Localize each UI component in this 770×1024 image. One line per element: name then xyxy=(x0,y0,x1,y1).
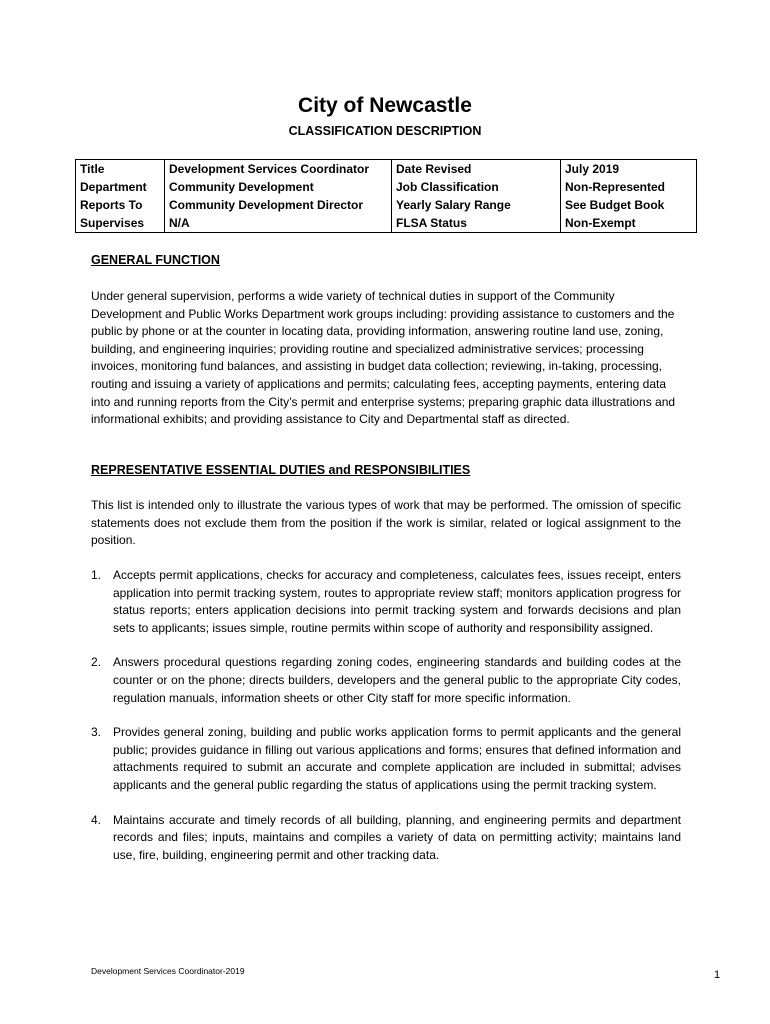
list-item-number: 2. xyxy=(91,655,102,670)
table-cell: July 2019 xyxy=(561,160,697,179)
page-footer: Development Services Coordinator-2019 xyxy=(91,966,245,976)
table-cell: Reports To xyxy=(76,196,165,214)
table-cell: Development Services Coordinator xyxy=(165,160,392,179)
duties-intro: This list is intended only to illustrate the various types of work that may be performed. The omission of specific statements does not exclude them from the position if the work is similar, related or logical assignment to the position. xyxy=(91,498,681,548)
list-item xyxy=(91,812,681,865)
table-row xyxy=(76,214,697,233)
classification-info-table xyxy=(75,159,697,233)
table-cell: FLSA Status xyxy=(392,214,561,233)
general-function-heading: GENERAL FUNCTION xyxy=(91,253,220,267)
table-cell: Community Development Director xyxy=(165,196,392,214)
list-item xyxy=(91,567,681,637)
table-cell: See Budget Book xyxy=(561,196,697,214)
table-cell: N/A xyxy=(165,214,392,233)
table-cell: Date Revised xyxy=(392,160,561,179)
duties-list xyxy=(91,567,681,881)
list-item-text: Answers procedural questions regarding zoning codes, engineering standards and building codes at the counter or on the phone; directs builders, developers and the general public to the appropriate City codes, regulation manuals, information sheets or other City staff for more specific information. xyxy=(113,655,681,705)
list-item-text: Maintains accurate and timely records of all building, planning, and engineering permits and department records and files; inputs, maintains and compiles a variety of data on permitting activity; maintains land use, fire, building, engineering permit and other tracking data. xyxy=(113,812,681,862)
table-cell: Department xyxy=(76,178,165,196)
table-row xyxy=(76,160,697,179)
table-cell: Job Classification xyxy=(392,178,561,196)
table-cell: Supervises xyxy=(76,214,165,233)
list-item-number: 1. xyxy=(91,568,102,582)
list-item-number: 4. xyxy=(91,812,102,827)
table-cell: Non-Exempt xyxy=(561,214,697,233)
general-function-text: Under general supervision, performs a wide variety of technical duties in support of the Community Development and Public Works Department work groups including: providing assistance to customers and the public by phone or at the counter in locating data, providing information, answering routine land use, zoning, building, and engineering inquiries; providing routine and specialized administrative services; processing invoices, monitoring fund balances, and assisting in budget data collection; reviewing, in-taking, processing, routing and issuing a variety of applications and permits; calculating fees, accepting payments, entering data into and running reports from the City’s permit and enterprise systems; preparing graphic data illustrations and informational exhibits; and providing assistance to City and Departmental staff as directed. xyxy=(91,289,676,427)
table-cell: Non-Represented xyxy=(561,178,697,196)
table-cell: Yearly Salary Range xyxy=(392,196,561,214)
duties-heading: REPRESENTATIVE ESSENTIAL DUTIES and RESPONSIBILITIES xyxy=(91,463,471,477)
table-cell: Title xyxy=(76,160,165,179)
list-item-number: 3. xyxy=(91,725,102,740)
table-row xyxy=(76,196,697,214)
table-cell: Community Development xyxy=(165,178,392,196)
page-subtitle: CLASSIFICATION DESCRIPTION xyxy=(288,124,482,138)
page-title: City of Newcastle xyxy=(298,94,472,117)
list-item-text: Provides general zoning, building and public works application forms to permit applicants and the general public; provides guidance in filling out various applications and forms; ensures that defined information and attachments required to submit an accurate and complete application are included in submittal; advises applicants and the general public regarding the status of applications using the permit tracking system. xyxy=(113,725,681,792)
list-item xyxy=(91,724,681,794)
page-number: 1 xyxy=(714,969,721,981)
list-item-text: Accepts permit applications, checks for accuracy and completeness, calculates fees, issues receipt, enters application into permit tracking system, routes to appropriate review staff; monitors application progress for status reports; enters application decisions into permit tracking system and forwards decisions and plan sets to applicants; issues simple, routine permits within scope of authority and responsibility assigned. xyxy=(113,568,681,635)
table-row xyxy=(76,178,697,196)
list-item xyxy=(91,654,681,707)
